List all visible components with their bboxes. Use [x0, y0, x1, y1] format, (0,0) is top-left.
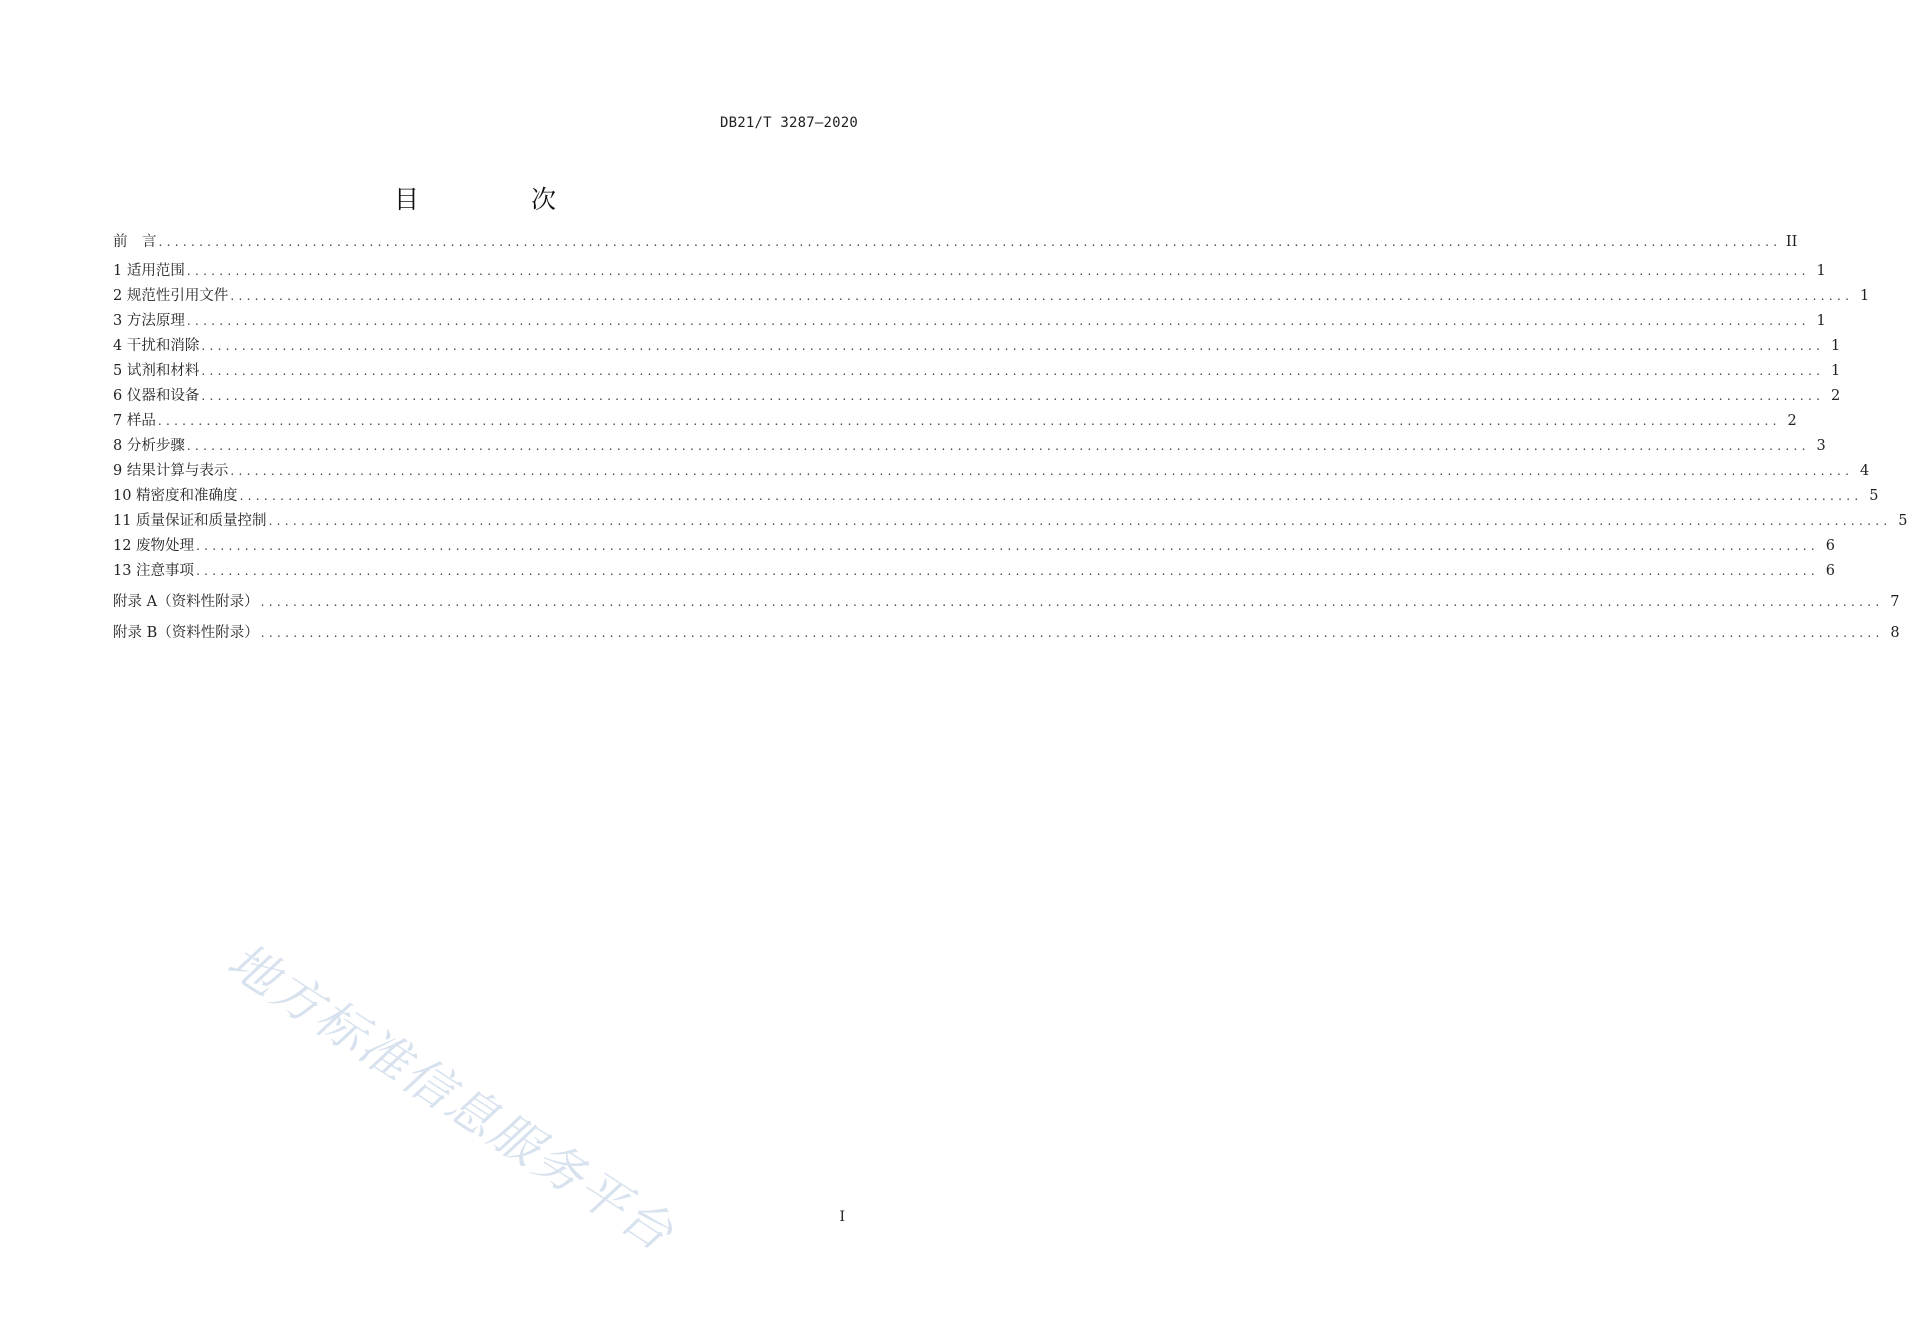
toc-entry-7[interactable] — [113, 409, 1797, 434]
toc-entry-label: 12 废物处理 — [113, 538, 195, 554]
toc-entry-13[interactable] — [113, 559, 1835, 584]
toc-entry-6[interactable] — [113, 384, 1841, 409]
toc-entry-1[interactable] — [113, 259, 1826, 284]
toc-leader-dots: ........................................................................................................................................................................................................ — [157, 414, 1781, 428]
toc-entry-page: II — [1785, 234, 1798, 250]
toc-entry-page: 2 — [1787, 413, 1797, 429]
toc-entry-8[interactable] — [113, 434, 1826, 459]
toc-leader-dots: ........................................................................................................................................................................................................ — [239, 489, 1863, 503]
toc-entry-appendix-a[interactable] — [113, 590, 1900, 615]
toc-entry-label: 前 言 — [113, 234, 157, 250]
toc-entry-page: 3 — [1816, 438, 1826, 454]
page-number: I — [839, 1209, 845, 1225]
toc-entry-5[interactable] — [113, 359, 1841, 384]
toc-entry-label: 1 适用范围 — [113, 263, 185, 279]
toc-entry-label: 8 分析步骤 — [113, 438, 185, 454]
toc-leader-dots: ........................................................................................................................................................................................................ — [230, 464, 1854, 478]
toc-entry-page: 2 — [1831, 388, 1841, 404]
toc-entry-page: 7 — [1890, 594, 1900, 610]
toc-entry-10[interactable] — [113, 484, 1879, 509]
toc-entry-label: 10 精密度和准确度 — [113, 488, 238, 504]
toc-leader-dots: ........................................................................................................................................................................................................ — [196, 564, 1819, 578]
toc-leader-dots: ........................................................................................................................................................................................................ — [201, 389, 1825, 403]
toc-entry-11[interactable] — [113, 509, 1907, 534]
toc-entry-2[interactable] — [113, 284, 1870, 309]
toc-leader-dots: ........................................................................................................................................................................................................ — [186, 264, 1810, 278]
toc-entry-label: 2 规范性引用文件 — [113, 288, 229, 304]
document-code: DB21/T 3287—2020 — [719, 115, 858, 131]
toc-leader-dots: ........................................................................................................................................................................................................ — [186, 439, 1810, 453]
toc-entry-page: 1 — [1831, 338, 1841, 354]
toc-entry-label: 3 方法原理 — [113, 313, 185, 329]
toc-entry-foreword[interactable] — [113, 229, 1798, 259]
toc-leader-dots: ........................................................................................................................................................................................................ — [260, 626, 1884, 640]
toc-leader-dots: ........................................................................................................................................................................................................ — [260, 595, 1884, 609]
toc-entry-12[interactable] — [113, 534, 1835, 559]
toc-entry-page: 6 — [1825, 538, 1835, 554]
toc-entry-page: 8 — [1890, 625, 1900, 641]
toc-entry-label: 5 试剂和材料 — [113, 363, 200, 379]
toc-leader-dots: ........................................................................................................................................................................................................ — [268, 514, 1892, 528]
toc-entry-page: 1 — [1831, 363, 1841, 379]
toc-title: 目 次 — [394, 185, 608, 214]
toc-entry-page: 5 — [1869, 488, 1879, 504]
toc-entry-page: 1 — [1816, 313, 1826, 329]
toc-entry-label: 附录 B（资料性附录） — [113, 625, 259, 641]
toc-entry-page: 5 — [1898, 513, 1907, 529]
toc-entry-page: 4 — [1860, 463, 1870, 479]
toc-entry-page: 6 — [1825, 563, 1835, 579]
toc-leader-dots: ........................................................................................................................................................................................................ — [158, 235, 1782, 249]
toc-entry-4[interactable] — [113, 334, 1841, 359]
toc-leader-dots: ........................................................................................................................................................................................................ — [201, 339, 1825, 353]
toc-entry-label: 11 质量保证和质量控制 — [113, 513, 267, 529]
toc-entry-label: 附录 A（资料性附录） — [113, 594, 259, 610]
toc-leader-dots: ........................................................................................................................................................................................................ — [201, 364, 1825, 378]
toc-leader-dots: ........................................................................................................................................................................................................ — [186, 314, 1810, 328]
toc-entry-label: 4 干扰和消除 — [113, 338, 200, 354]
toc-entry-label: 13 注意事项 — [113, 563, 195, 579]
table-of-contents — [113, 229, 1907, 646]
toc-entry-label: 6 仪器和设备 — [113, 388, 200, 404]
toc-entry-appendix-b[interactable] — [113, 621, 1900, 646]
toc-leader-dots: ........................................................................................................................................................................................................ — [230, 289, 1854, 303]
toc-entry-page: 1 — [1860, 288, 1870, 304]
watermark: 地方标准信息服务平台 — [217, 932, 685, 1264]
toc-leader-dots: ........................................................................................................................................................................................................ — [196, 539, 1819, 553]
toc-entry-9[interactable] — [113, 459, 1870, 484]
toc-entry-3[interactable] — [113, 309, 1826, 334]
toc-entry-label: 7 样品 — [113, 413, 156, 429]
toc-entry-label: 9 结果计算与表示 — [113, 463, 229, 479]
toc-entry-page: 1 — [1816, 263, 1826, 279]
